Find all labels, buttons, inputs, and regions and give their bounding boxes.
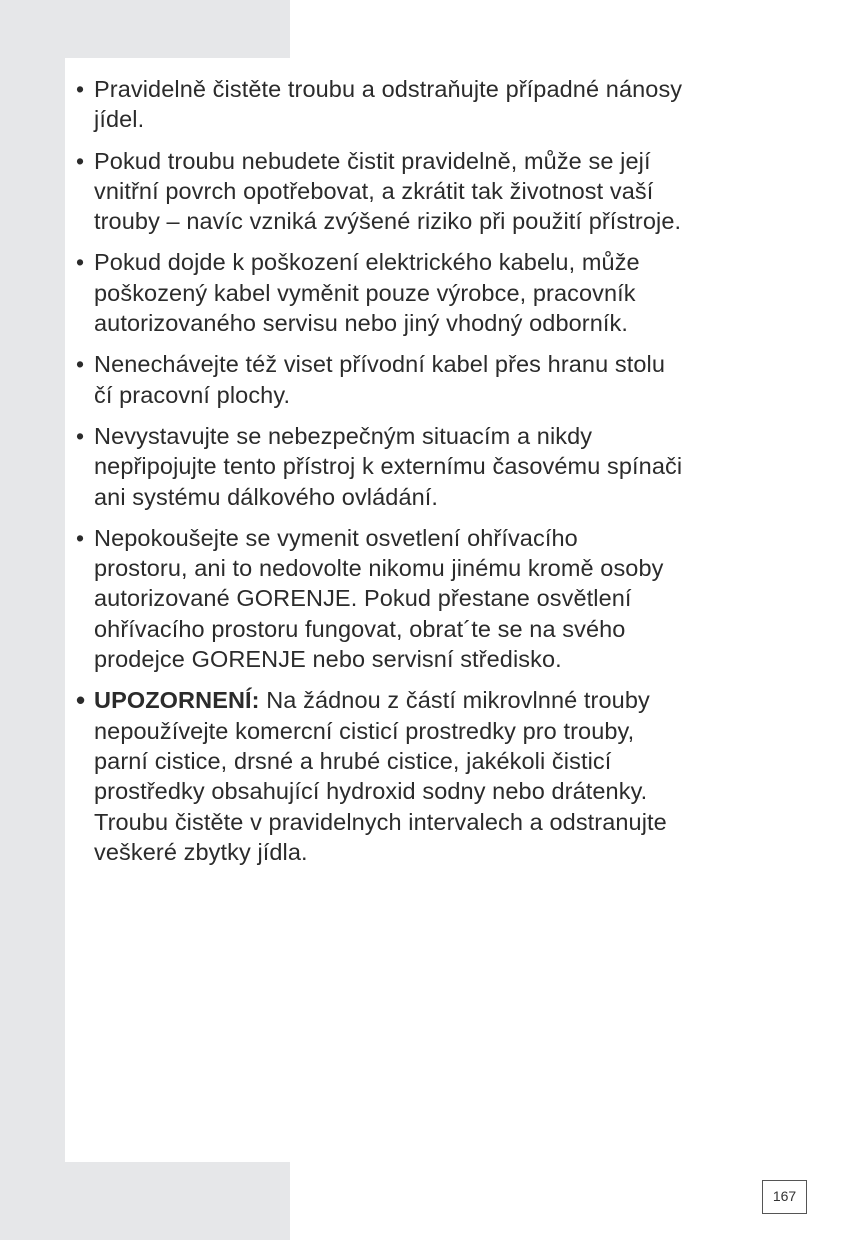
list-item-line: Troubu čistěte v pravidelnych intervalech a odstranujte	[94, 808, 667, 835]
list-item	[76, 146, 796, 237]
bullet-icon: •	[76, 685, 86, 716]
list-item-line: parní cistice, drsné a hrubé cistice, jakékoli čisticí	[94, 747, 612, 774]
bullet-icon: •	[76, 351, 85, 378]
list-item-line: trouby – navíc vzniká zvýšené riziko při použití přístroje.	[94, 208, 682, 235]
list-item-line: Nevystavujte se nebezpečným situacím a nikdy	[94, 422, 593, 449]
list-item	[76, 247, 796, 338]
bullet-icon: •	[76, 249, 85, 276]
list-item-line: nepoužívejte komercní cisticí prostredky pro trouby,	[94, 717, 635, 744]
bullet-icon: •	[76, 524, 85, 551]
list-item-line: Nenechávejte též viset přívodní kabel přes hranu stolu	[94, 351, 666, 378]
list-item-line: prostoru, ani to nedovolte nikomu jinému kromě osoby	[94, 555, 664, 582]
list-item-line: ohřívacího prostoru fungovat, obrat´te se na svého	[94, 615, 626, 642]
bullet-icon: •	[76, 76, 85, 102]
warning-text: Na žádnou z částí mikrovlnné trouby	[259, 687, 650, 714]
list-item-line: nepřipojujte tento přístroj k externímu časovému spínači	[94, 453, 683, 480]
list-item-line: veškeré zbytky jídla.	[94, 838, 308, 865]
warning-label: UPOZORNENÍ:	[94, 687, 260, 714]
list-item	[76, 349, 796, 410]
list-item-line: prostředky obsahující hydroxid sodny nebo drátenky.	[94, 778, 648, 805]
list-item	[76, 74, 796, 135]
warning-first-line	[94, 685, 796, 715]
list-item	[76, 421, 796, 512]
list-item-line: Nepokoušejte se vymenit osvetlení ohřívacího	[94, 524, 578, 551]
bullet-icon: •	[76, 422, 85, 449]
list-item-line: jídel.	[94, 106, 145, 133]
warning-item	[76, 685, 796, 867]
list-item-line: Pokud dojde k poškození elektrického kabelu, může	[94, 249, 640, 276]
list-item-line: autorizované GORENJE. Pokud přestane osvětlení	[94, 585, 632, 612]
list-item-line: prodejce GORENJE nebo servisní středisko.	[94, 646, 562, 673]
list-item-line: čí pracovní plochy.	[94, 381, 291, 408]
bullet-icon: •	[76, 147, 85, 174]
list-item-line: vnitřní povrch opotřebovat, a zkrátit tak životnost vaší	[94, 177, 654, 204]
list-item-line: autorizovaného servisu nebo jiný vhodný odborník.	[94, 310, 628, 337]
page-number: 167	[762, 1180, 807, 1214]
list-item-line: Pokud troubu nebudete čistit pravidelně, může se její	[94, 147, 651, 174]
list-item	[76, 523, 796, 674]
list-item-line: ani systému dálkového ovládání.	[94, 483, 439, 510]
cleaning-instructions-list	[76, 74, 796, 878]
list-item-line: Pravidelně čistěte troubu a odstraňujte případné nánosy	[94, 76, 683, 102]
list-item-line: poškozený kabel vyměnit pouze výrobce, pracovník	[94, 279, 636, 306]
